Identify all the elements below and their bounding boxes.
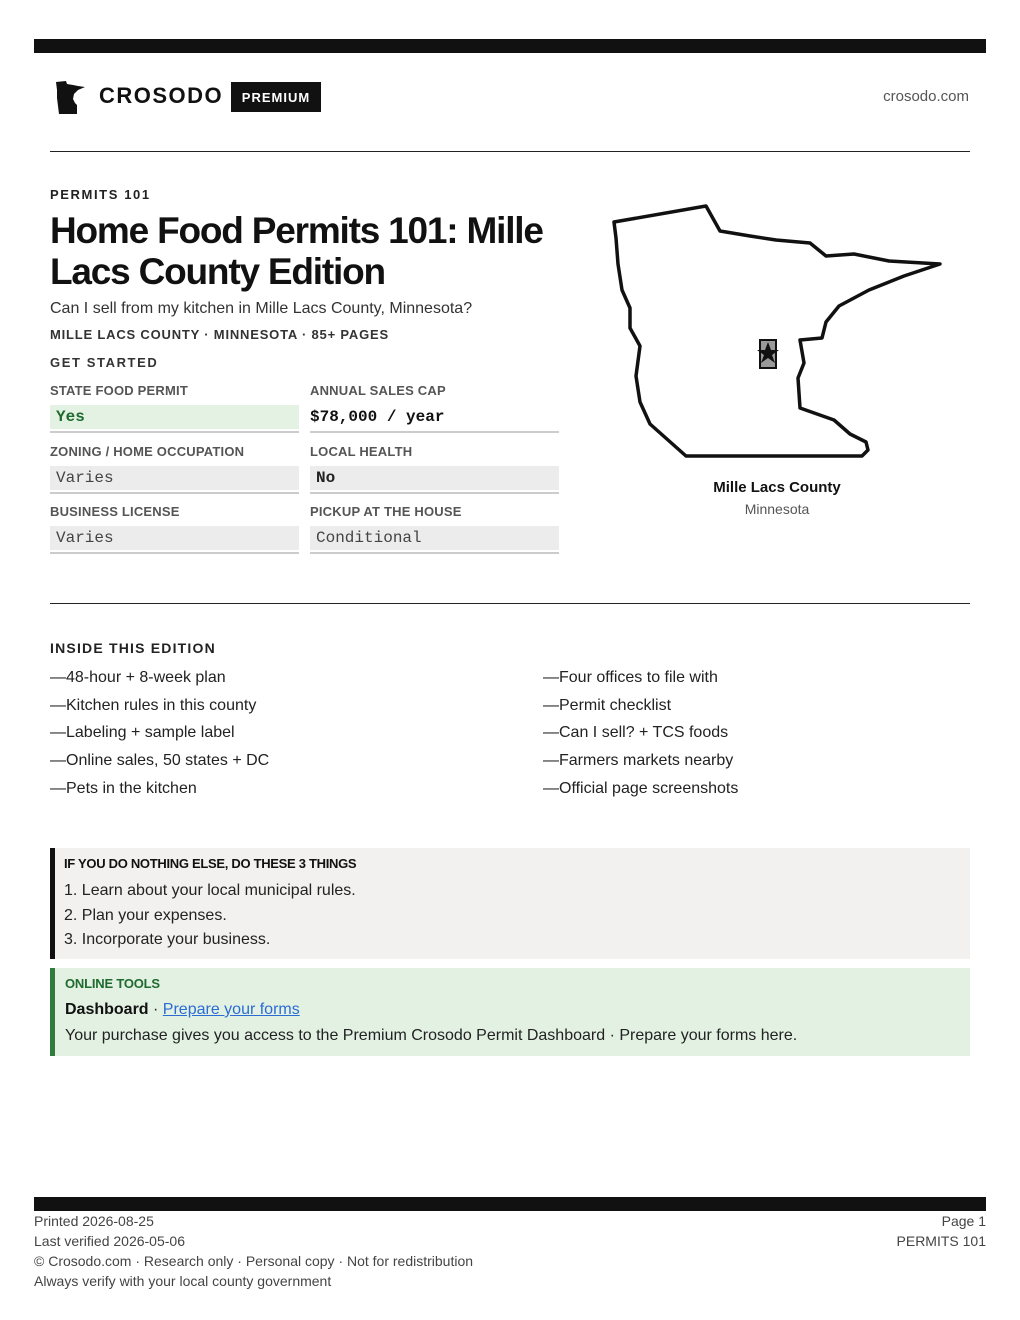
field-value: Conditional — [310, 526, 559, 550]
field-state-food-permit — [50, 383, 299, 431]
field-label: STATE FOOD PERMIT — [50, 383, 188, 398]
state-outline — [614, 206, 940, 456]
step-item: 1. Learn about your local municipal rules. — [64, 882, 356, 899]
section-divider — [50, 603, 970, 604]
copyright: © Crosodo.com · Research only · Personal copy · Not for redistribution — [34, 1253, 474, 1269]
field-pickup — [310, 504, 559, 552]
list-item: —Kitchen rules in this county — [50, 696, 257, 714]
dashboard-label: Dashboard — [65, 1001, 149, 1018]
field-value: Varies — [50, 526, 299, 550]
list-item: —Four offices to file with — [543, 669, 718, 686]
brand-name: CROSODO — [99, 83, 224, 108]
edition-meta: MILLE LACS COUNTY · MINNESOTA · 85+ PAGES — [50, 327, 389, 342]
online-tools-callout — [50, 968, 970, 1056]
list-item: —Can I sell? + TCS foods — [543, 724, 729, 742]
site-link[interactable]: crosodo.com — [883, 88, 969, 105]
page-subtitle: Can I sell from my kitchen in Mille Lacs County, Minnesota? — [50, 300, 473, 317]
list-item: —Official page screenshots — [543, 779, 739, 797]
contents-list-right — [543, 664, 738, 803]
must-do-callout — [50, 848, 970, 959]
field-value: Varies — [50, 466, 299, 490]
field-zoning — [50, 444, 299, 492]
state-map — [604, 198, 950, 468]
step-item: 3. Incorporate your business. — [64, 931, 271, 949]
field-label: BUSINESS LICENSE — [50, 504, 180, 519]
section-eyebrow: PERMITS 101 — [50, 187, 151, 202]
field-value: $78,000 / year — [310, 408, 445, 426]
field-annual-sales-cap — [310, 383, 559, 431]
field-business-license — [50, 504, 299, 552]
field-underline — [50, 552, 299, 554]
list-item: —Labeling + sample label — [50, 724, 235, 742]
prepare-forms-link[interactable]: Prepare your forms — [162, 1001, 300, 1018]
bottom-bar — [34, 1197, 986, 1211]
field-underline — [310, 492, 559, 494]
county-name: Mille Lacs County — [713, 479, 841, 496]
field-label: PICKUP AT THE HOUSE — [310, 504, 462, 519]
state-name: Minnesota — [744, 501, 810, 517]
step-item: 2. Plan your expenses. — [64, 906, 227, 924]
verified-date: Last verified 2026-05-06 — [34, 1233, 185, 1249]
header-divider — [50, 151, 970, 152]
printed-date: Printed 2026-08-25 — [34, 1213, 154, 1229]
must-do-heading: IF YOU DO NOTHING ELSE, DO THESE 3 THINGS — [64, 856, 357, 871]
disclaimer: Always verify with your local county government — [34, 1273, 332, 1289]
footer-left — [34, 1211, 473, 1291]
list-item: —Permit checklist — [543, 696, 672, 714]
must-do-steps — [64, 879, 356, 953]
footer-section: PERMITS 101 — [896, 1233, 986, 1249]
list-item: —Pets in the kitchen — [50, 779, 197, 797]
dashboard-line — [65, 1001, 300, 1019]
field-underline — [310, 431, 559, 433]
field-underline — [50, 431, 299, 433]
field-label: LOCAL HEALTH — [310, 444, 413, 459]
separator: · — [148, 1001, 163, 1018]
field-underline — [50, 492, 299, 494]
field-local-health — [310, 444, 559, 492]
premium-badge: PREMIUM — [231, 82, 321, 112]
online-tools-heading: ONLINE TOOLS — [65, 976, 160, 991]
inside-heading: INSIDE THIS EDITION — [50, 640, 216, 656]
field-value: Yes — [50, 405, 299, 429]
page-title: Home Food Permits 101: Mille Lacs County Edition — [50, 210, 543, 292]
field-underline — [310, 552, 559, 554]
field-label: ZONING / HOME OCCUPATION — [50, 444, 245, 459]
list-item: —Online sales, 50 states + DC — [50, 752, 270, 770]
field-value: No — [310, 466, 559, 490]
get-started-heading: GET STARTED — [50, 355, 159, 370]
top-bar — [34, 39, 986, 53]
tools-description: Your purchase gives you access to the Premium Crosodo Permit Dashboard · Prepare your forms here. — [65, 1027, 798, 1044]
footer-right — [897, 1211, 986, 1251]
field-label: ANNUAL SALES CAP — [310, 383, 446, 398]
page-number: Page 1 — [941, 1213, 986, 1229]
contents-list-left — [50, 664, 269, 803]
list-item: —Farmers markets nearby — [543, 752, 734, 770]
minnesota-state-icon — [54, 80, 86, 116]
list-item: —48-hour + 8-week plan — [50, 669, 226, 686]
